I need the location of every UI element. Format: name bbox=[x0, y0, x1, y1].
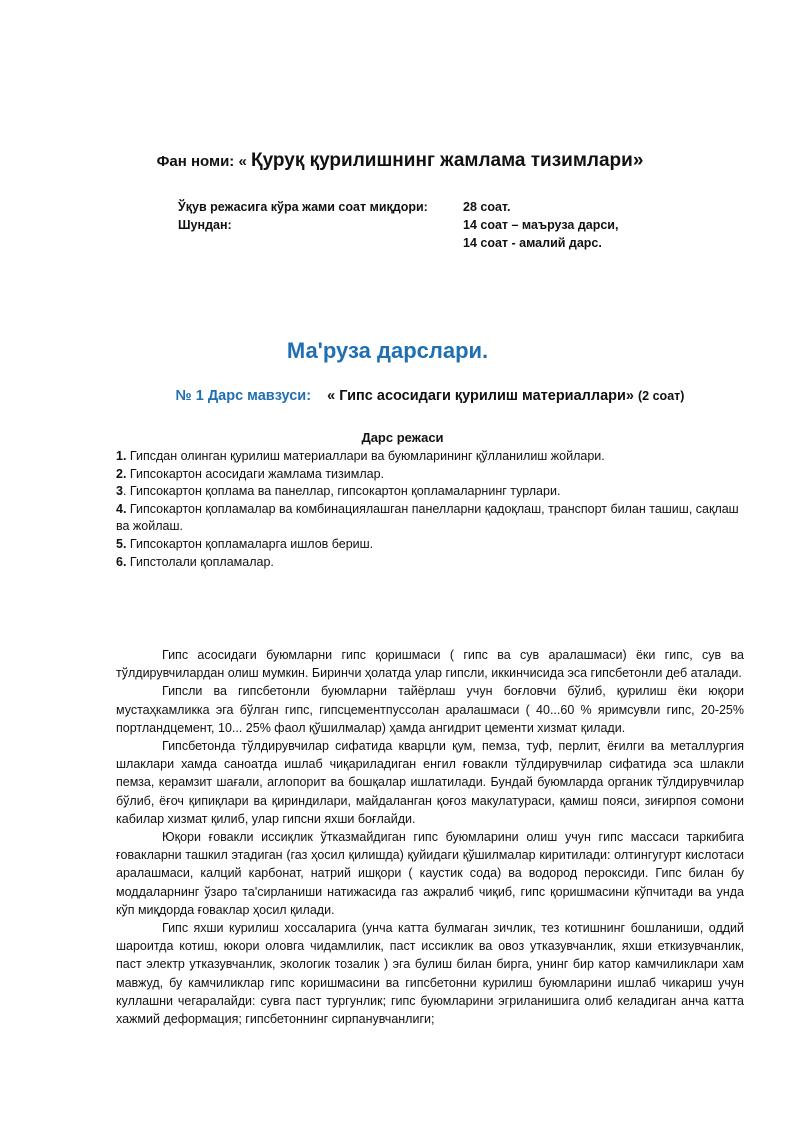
body-paragraph: Гипс яхши курилиш хоссаларига (унча катта булмаган зичлик, тез котишнинг бошланиши, оддий шароитда котиш, юкори оловга чидамлилик, паст иссиклик ва овоз утказувчанлик, яхши еткизувчанлик, паст электр утказувчанлик, экологик тозалик ) эга булиш билан бирга, унинг бир катор камчиликлари хам мавжуд, бу камчиликлар гипс коришмасини ва гипсбетонни курилиш буюмларини ишлаб чикариш учун куллашни чегаралайди: сувга паст тургунлик; гипс буюмларини эгриланишига олиб келадиган анча катта хажмий деформация; гипсбетоннинг сирпанувчанлиги; bbox=[116, 921, 744, 1027]
topic-hours: (2 соат) bbox=[638, 389, 685, 403]
schedule-item-text: Гипсокартон асосидаги жамлама тизимлар. bbox=[126, 466, 384, 481]
hours-total-label: Ўқув режасига кўра жами соат миқдори: bbox=[178, 200, 428, 214]
schedule-item bbox=[116, 501, 744, 536]
body-paragraph: Юқори ғовакли иссиқлик ўтказмайдиган гипс буюмларини олиш учун гипс массаси таркибига ғовакларни ташкил этадиган (газ ҳосил қилишда) қуйидаги қўшилмалар киритилади: олтингугурт кислотаси аралашмаси, калций карбонат, натрий ишқори ( каустик сода) ва водород пероксиди. Гипс билан бу моддаларнинг ўзаро та'сирланиши натижасида газ ажралиб чиқиб, гипс қоришмасини кўпчитади ва унда кўп миқдорда ғоваклар ҳосил қилади. bbox=[116, 830, 744, 917]
schedule-item-text: Гипсокартон қопламаларга ишлов бериш. bbox=[126, 536, 374, 551]
schedule-item bbox=[116, 536, 744, 554]
hours-of-which-label: Шундан: bbox=[178, 218, 232, 232]
hours-lecture-value: 14 соат – маъруза дарси, bbox=[463, 218, 619, 232]
hours-block bbox=[178, 198, 658, 252]
schedule-item-number: 6. bbox=[116, 554, 127, 569]
topic-line bbox=[0, 388, 800, 404]
lectures-heading: Ма'руза дарслари. bbox=[286, 338, 489, 363]
schedule-item-number: 5. bbox=[116, 536, 127, 551]
lecture-body bbox=[116, 646, 744, 1028]
hours-practice-value: 14 соат - амалий дарс. bbox=[463, 236, 602, 250]
body-paragraph: Гипсли ва гипсбетонли буюмларни тайёрлаш учун боғловчи бўлиб, қурилиш ёки юқори мустаҳкамликка эга бўлган гипс, гипсцементпуссолан аралашмаси ( 40...60 % яримсувли гипс, 20-25% портландцемент, 10... 25% фаол қўшилмалар) ҳамда ангидрит цементи хизмат қилади. bbox=[116, 684, 744, 735]
topic-number-label: № 1 Дарс мавзуси: bbox=[175, 388, 312, 404]
schedule-item-number: 3 bbox=[116, 484, 123, 499]
schedule-item bbox=[116, 483, 744, 501]
body-paragraph: Гипсбетонда тўлдирувчилар сифатида кварцли қум, пемза, туф, перлит, ёғилги ва металлургия шлаклари хамда саноатда ишлаб чиқариладиган енгил ғовакли тўлдирувчилар сифатида эса шлакли пемза, керамзит шағали, аглопорит ва бошқалар ишлатилади. Бундай буюмларда органик тўлдирувчилар бўлиб, ёғоч қипиқлари ва қириндилари, майдаланган қоғоз макулатураси, қамиш пояси, зиғирпоя сомони кабилар хизмат қилиб, улар гипсни яхши боғлайди. bbox=[116, 739, 744, 826]
hours-total-value: 28 соат. bbox=[463, 200, 511, 214]
schedule-heading: Дарс режаси bbox=[361, 430, 444, 445]
topic-title: « Гипс асосидаги қурилиш материаллари» bbox=[327, 388, 634, 404]
subject-title bbox=[0, 150, 800, 172]
body-paragraph: Гипс асосидаги буюмларни гипс қоришмаси ( гипс ва сув аралашмаси) ёки гипс, сув ва тўлдирувчилардан олиш мумкин. Биринчи ҳолатда улар гипсли, иккинчисида эса гипсбетонли деб аталади. bbox=[116, 648, 744, 681]
schedule-item-text: Гипсдан олинган қурилиш материаллари ва буюмларининг қўлланилиш жойлари. bbox=[126, 449, 605, 463]
schedule-item-text: Гипсокартон қопламалар ва комбинациялашган панелларни қадоқлаш, транспорт билан ташиш, сақлаш ва жойлаш. bbox=[116, 501, 739, 534]
subject-name: Қуруқ қурилишнинг жамлама тизимлари» bbox=[250, 150, 644, 171]
schedule-item-number: 1. bbox=[116, 449, 127, 463]
schedule-item bbox=[116, 466, 744, 484]
schedule-item-text: . Гипсокартон қоплама ва панеллар, гипсокартон қопламаларнинг турлари. bbox=[122, 484, 561, 499]
schedule-item-number: 2. bbox=[116, 466, 127, 481]
schedule-item-text: Гипстолали қопламалар. bbox=[126, 554, 274, 569]
schedule-item bbox=[116, 448, 744, 466]
schedule-item bbox=[116, 554, 744, 572]
schedule-list bbox=[116, 448, 744, 571]
hours-total-row bbox=[178, 198, 658, 216]
subject-label: Фан номи: « bbox=[156, 153, 247, 170]
schedule-item-number: 4. bbox=[116, 501, 127, 516]
hours-lecture-row bbox=[178, 216, 658, 234]
hours-practice-row bbox=[178, 234, 658, 252]
